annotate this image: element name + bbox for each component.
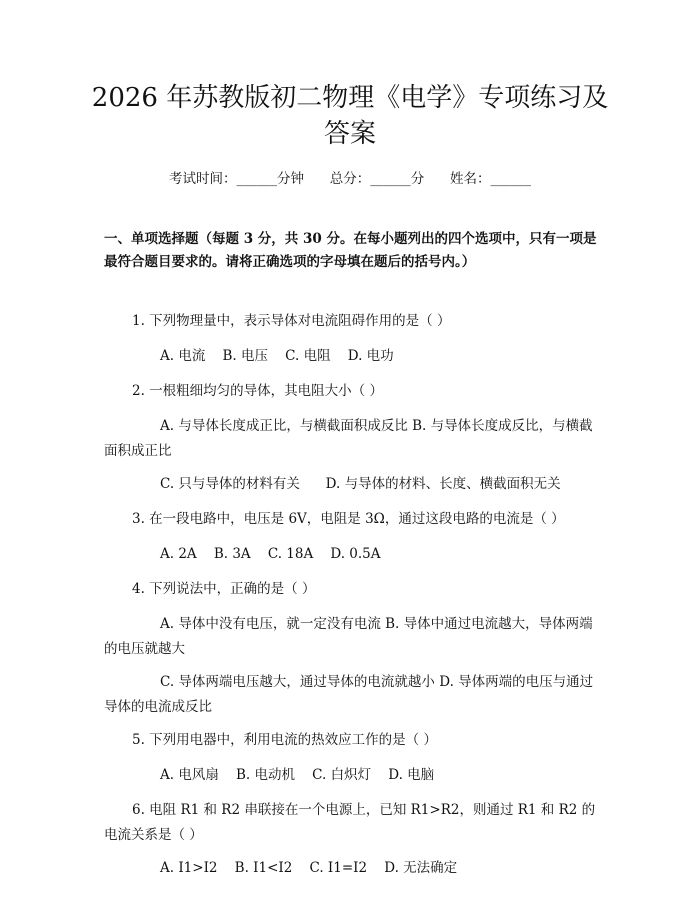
question-5-stem: 5. 下列用电器中，利用电流的热效应工作的是（ ） <box>132 732 437 748</box>
question-6-stem: 6. 电阻 R1 和 R2 串联接在一个电源上，已知 R1>R2，则通过 R1 和 R2 的电流关系是（ ） <box>104 802 596 843</box>
question-1-options: A. 电流 B. 电压 C. 电阻 D. 电功 <box>160 348 394 364</box>
question-2-stem: 2. 一根粗细均匀的导体，其电阻大小（ ） <box>132 383 383 399</box>
section-heading: 一、单项选择题（每题 3 分，共 30 分。在每小题列出的四个选项中，只有一项是最符合题目要求的。请将正确选项的字母填在题后的括号内。） <box>104 231 597 270</box>
question-3-stem: 3. 在一段电路中，电压是 6V，电阻是 3Ω，通过这段电路的电流是（ ） <box>132 511 565 527</box>
question-1-stem: 1. 下列物理量中，表示导体对电流阻碍作用的是（ ） <box>132 313 451 329</box>
question-6-options: A. I1>I2 B. I1<I2 C. I1=I2 D. 无法确定 <box>160 860 458 876</box>
question-4-stem: 4. 下列说法中，正确的是（ ） <box>132 581 316 597</box>
question-4-options-row-2: C. 导体两端电压越大，通过导体的电流就越小 D. 导体两端的电压与通过导体的电流成反比 <box>104 674 594 715</box>
question-5-options: A. 电风扇 B. 电动机 C. 白炽灯 D. 电脑 <box>160 767 435 783</box>
document-title <box>60 80 640 152</box>
exam-info-line: 考试时间：______分钟 总分：______分 姓名：______ <box>169 171 531 187</box>
title-line-2: 答案 <box>323 119 376 149</box>
question-2-options-row-2: C. 只与导体的材料有关 D. 与导体的材料、长度、横截面积无关 <box>160 476 561 492</box>
question-3-options: A. 2A B. 3A C. 18A D. 0.5A <box>160 546 381 562</box>
title-line-1: 2026 年苏教版初二物理《电学》专项练习及 <box>91 83 609 113</box>
question-4-options-row-1: A. 导体中没有电压，就一定没有电流 B. 导体中通过电流越大，导体两端的电压就越大 <box>104 616 593 657</box>
question-2-options-row-1: A. 与导体长度成正比，与横截面积成反比 B. 与导体长度成反比，与横截面积成正比 <box>104 418 593 459</box>
